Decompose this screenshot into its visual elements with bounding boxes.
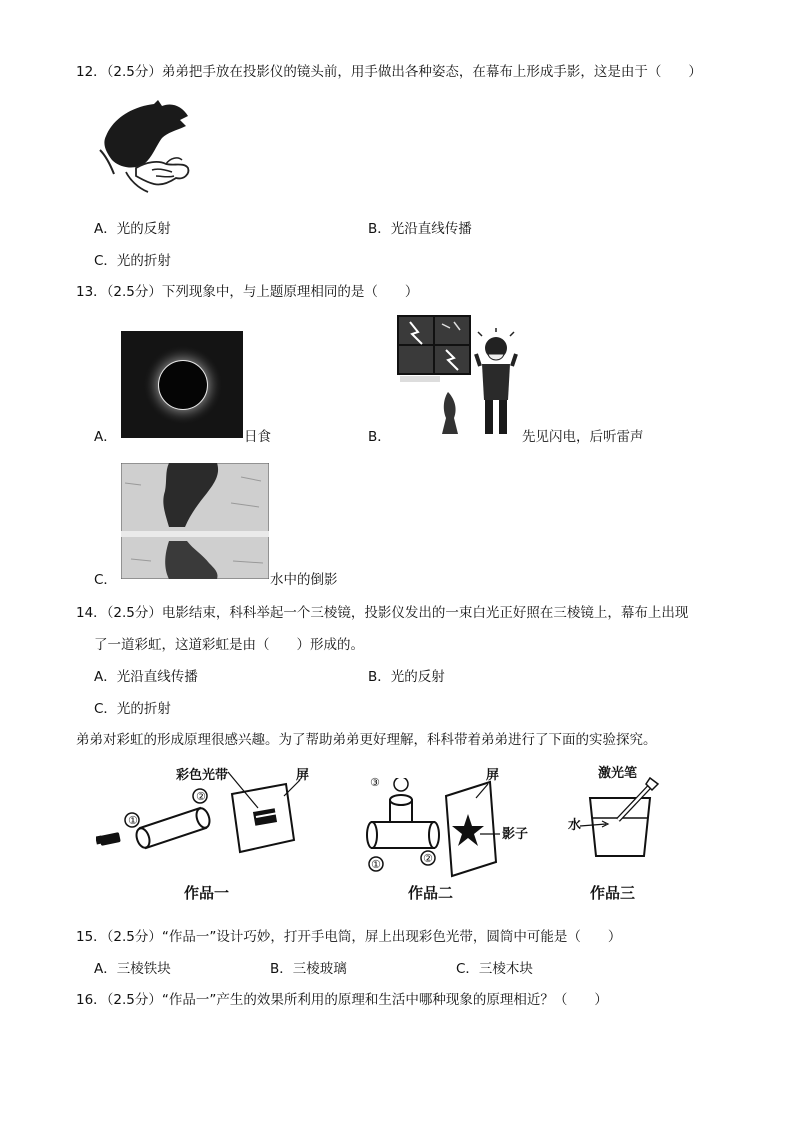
q12-option-b: B．光沿直线传播 xyxy=(368,221,472,237)
q15-option-c: C．三棱木块 xyxy=(456,961,533,977)
work-two-shadow-label: 影子 xyxy=(502,827,529,842)
q13-option-c-letter: C． xyxy=(94,572,117,588)
work-three-laser-label: 激光笔 xyxy=(598,766,638,781)
q15-stem: 15．（2.5分）“作品一”设计巧妙，打开手电筒，屏上出现彩色光带，圆筒中可能是（ ） xyxy=(76,929,622,945)
q14-option-c: C．光的折射 xyxy=(94,701,171,717)
q15-option-b: B．三棱玻璃 xyxy=(270,961,347,977)
q12-stem: 12．（2.5分）弟弟把手放在投影仪的镜头前，用手做出各种姿态，在幕布上形成手影，这是由于（ ） xyxy=(76,64,702,80)
q14-stem-line2: 了一道彩虹，这道彩虹是由（ ）形成的。 xyxy=(94,637,364,653)
work-three-water-label: 水 xyxy=(568,818,582,833)
q14-option-a: A．光沿直线传播 xyxy=(94,669,198,685)
hand-shadow-image xyxy=(96,98,196,198)
work-two-title: 作品二 xyxy=(408,884,454,902)
work-one-marker-1: ① xyxy=(128,814,138,827)
q12-option-c: C．光的折射 xyxy=(94,253,171,269)
work-two-marker-2: ② xyxy=(423,852,433,865)
work-one-band-label: 彩色光带 xyxy=(176,768,229,783)
q14-stem-line1: 14．（2.5分）电影结束，科科举起一个三棱镜，投影仪发出的一束白光正好照在三棱镜上，幕布上出现 xyxy=(76,605,689,621)
work-two-diagram xyxy=(364,778,514,878)
solar-eclipse-image xyxy=(121,331,243,438)
water-reflection-image xyxy=(121,463,269,579)
q13-option-a-letter: A． xyxy=(94,429,117,445)
work-two-screen-label: 屏 xyxy=(486,768,500,783)
q15-option-a: A．三棱铁块 xyxy=(94,961,171,977)
work-one-marker-2: ② xyxy=(196,790,206,803)
q16-stem: 16．（2.5分）“作品一”产生的效果所利用的原理和生活中哪种现象的原理相近？（ ） xyxy=(76,992,608,1008)
work-two-marker-3: ③ xyxy=(370,776,380,789)
work-one-title: 作品一 xyxy=(184,884,230,902)
work-three-title: 作品三 xyxy=(590,884,636,902)
q14-option-b: B．光的反射 xyxy=(368,669,445,685)
q13-option-a-caption: 日食 xyxy=(244,429,271,445)
work-one-screen-label: 屏 xyxy=(296,768,310,783)
lightning-thunder-image xyxy=(396,314,520,440)
q13-stem: 13．（2.5分）下列现象中，与上题原理相同的是（ ） xyxy=(76,284,419,300)
q13-option-b-caption: 先见闪电，后听雷声 xyxy=(522,429,644,445)
q13-option-b-letter: B． xyxy=(368,429,391,445)
q12-option-a: A．光的反射 xyxy=(94,221,171,237)
q13-option-c-caption: 水中的倒影 xyxy=(270,572,338,588)
work-two-marker-1: ① xyxy=(371,858,381,871)
experiment-intro: 弟弟对彩虹的形成原理很感兴趣。为了帮助弟弟更好理解，科科带着弟弟进行了下面的实验探究。 xyxy=(76,732,657,748)
